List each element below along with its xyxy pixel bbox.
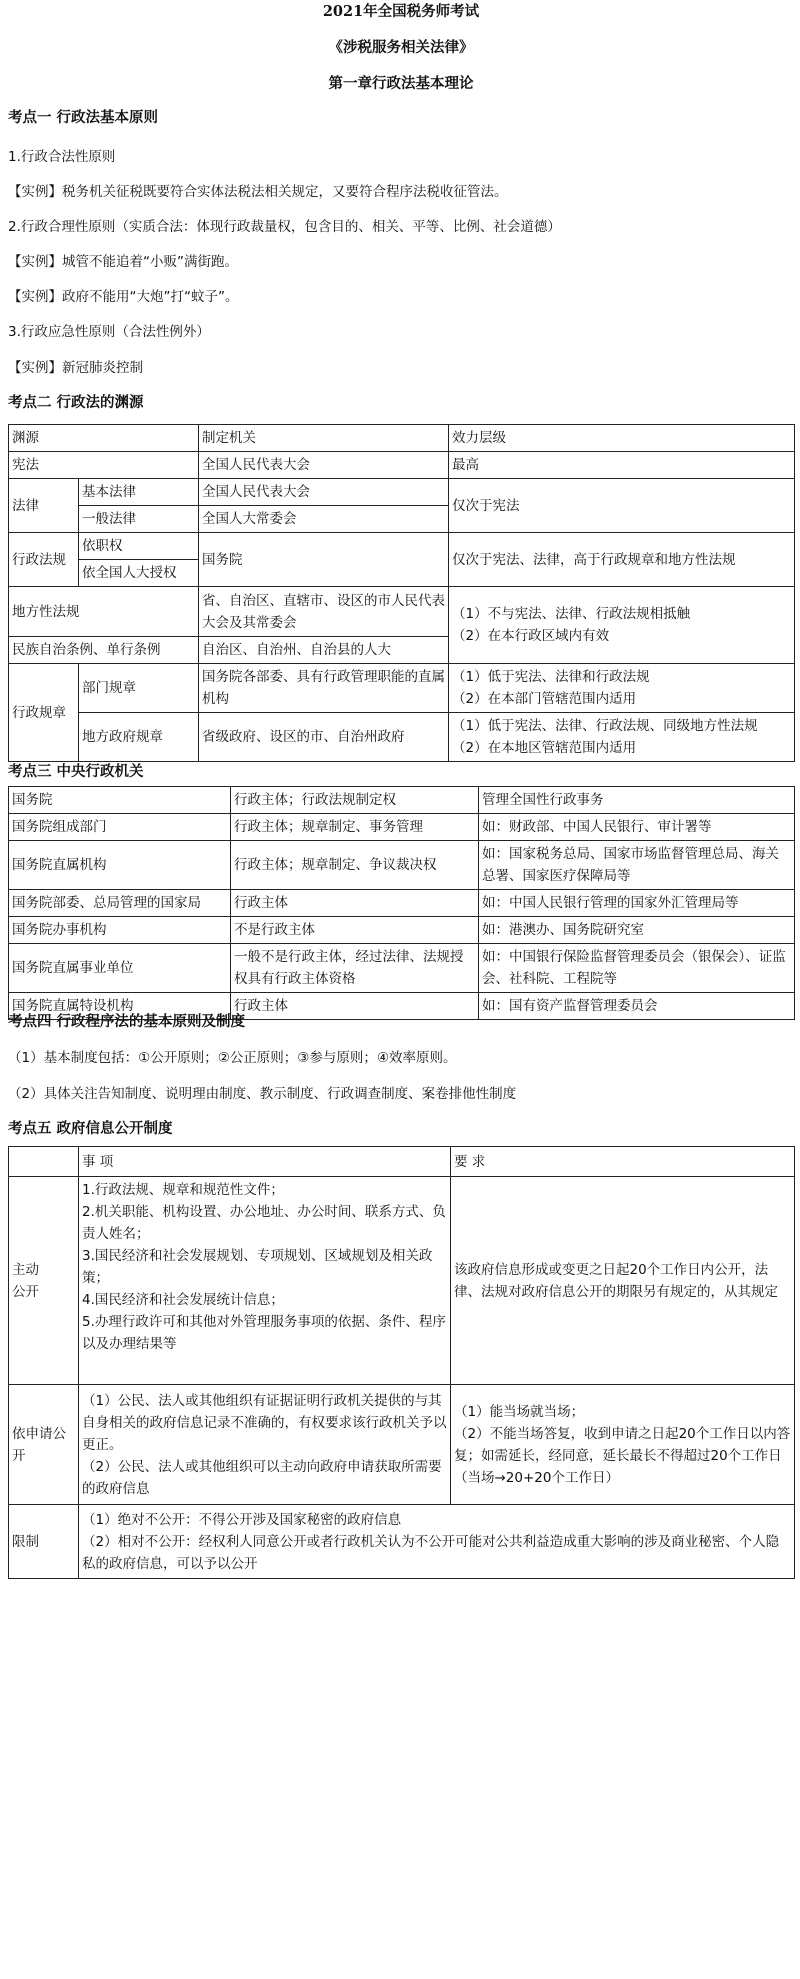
table-cell: （1）低于宪法、法律、行政法规、同级地方性法规 （2）在本地区管辖范围内适用 — [449, 713, 795, 762]
table-cell: 一般不是行政主体，经过法律、法规授权具有行政主体资格 — [231, 944, 479, 993]
s1-example: 【实例】城管不能追着“小贩”满街跑。 — [8, 254, 238, 270]
s1-item: 3.行政应急性原则（合法性例外） — [8, 324, 210, 340]
table-cell: 仅次于宪法、法律，高于行政规章和地方性法规 — [449, 533, 795, 587]
section-3-heading: 考点三 中央行政机关 — [8, 763, 144, 780]
table-cell: 自治区、自治州、自治县的人大 — [199, 637, 449, 664]
table-cell: 国务院直属机构 — [9, 841, 231, 890]
s4-item: （2）具体关注告知制度、说明理由制度、教示制度、行政调查制度、案卷排他性制度 — [8, 1086, 517, 1102]
sources-table — [8, 424, 795, 762]
table-cell: 最高 — [449, 452, 795, 479]
table-row — [9, 841, 795, 890]
section-1-heading: 考点一 行政法基本原则 — [8, 109, 159, 126]
table-row — [9, 479, 795, 506]
s4-item: （1）基本制度包括：①公开原则；②公正原则；③参与原则；④效率原则。 — [8, 1050, 457, 1066]
table-row — [9, 533, 795, 560]
table-cell: 省级政府、设区的市、自治州政府 — [199, 713, 449, 762]
table-row — [9, 587, 795, 637]
header-cell: 渊源 — [9, 425, 199, 452]
header-cell: 制定机关 — [199, 425, 449, 452]
table-cell: 地方性法规 — [9, 587, 199, 637]
table-cell: 国务院 — [9, 787, 231, 814]
table-row — [9, 890, 795, 917]
s1-example: 【实例】新冠肺炎控制 — [8, 360, 143, 376]
chapter-title: 第一章行政法基本理论 — [328, 75, 474, 92]
table-cell: 法律 — [9, 479, 79, 533]
table-cell: 行政主体；行政法规制定权 — [231, 787, 479, 814]
table-row — [9, 713, 795, 762]
table-row — [9, 425, 795, 452]
table-cell: 国务院直属事业单位 — [9, 944, 231, 993]
table-cell: 全国人民代表大会 — [199, 452, 449, 479]
table-cell: （1）低于宪法、法律和行政法规 （2）在本部门管辖范围内适用 — [449, 664, 795, 713]
table-row — [9, 452, 795, 479]
table-cell: 行政规章 — [9, 664, 79, 762]
table-cell: 主动 公开 — [9, 1177, 79, 1385]
table-cell: 国务院各部委、具有行政管理职能的直属机构 — [199, 664, 449, 713]
table-cell: 如：中国人民银行管理的国家外汇管理局等 — [479, 890, 795, 917]
table-cell: 民族自治条例、单行条例 — [9, 637, 199, 664]
table-cell: 1.行政法规、规章和规范性文件； 2.机关职能、机构设置、办公地址、办公时间、联系方式、负责人姓名； 3.国民经济和社会发展规划、专项规划、区域规划及相关政策； 4.国民经济和社会发展统计信息； 5.办理行政许可和其他对外管理服务事项的依据、条件、程序以及办理结果等 — [79, 1177, 451, 1385]
table-cell: （1）绝对不公开：不得公开涉及国家秘密的政府信息 （2）相对不公开：经权利人同意公开或者行政机关认为不公开可能对公共利益造成重大影响的涉及商业秘密、个人隐私的政府信息，可以予以公开 — [79, 1505, 795, 1579]
table-row — [9, 664, 795, 713]
table-cell: 国务院办事机构 — [9, 917, 231, 944]
table-cell: 基本法律 — [79, 479, 199, 506]
table-row — [9, 1505, 795, 1579]
table-cell: 行政主体 — [231, 890, 479, 917]
table-cell: 全国人民代表大会 — [199, 479, 449, 506]
table-cell: 限制 — [9, 1505, 79, 1579]
table-cell: 全国人大常委会 — [199, 506, 449, 533]
header-cell: 要 求 — [451, 1147, 795, 1177]
table-row — [9, 787, 795, 814]
table-row — [9, 814, 795, 841]
table-cell: 省、自治区、直辖市、设区的市人民代表大会及其常委会 — [199, 587, 449, 637]
table-cell: 国务院直属特设机构 — [9, 993, 231, 1020]
table-cell: （1）能当场就当场； （2）不能当场答复，收到申请之日起20个工作日以内答复；如需延长，经同意，延长最长不得超过20个工作日 （当场→20+20个工作日） — [451, 1385, 795, 1505]
doc-title: 2021年全国税务师考试 — [322, 3, 480, 20]
table-cell: 行政法规 — [9, 533, 79, 587]
s1-example: 【实例】税务机关征税既要符合实体法税法相关规定，又要符合程序法税收征管法。 — [8, 184, 508, 200]
table-cell: 如：中国银行保险监督管理委员会（银保会）、证监会、社科院、工程院等 — [479, 944, 795, 993]
header-cell: 效力层级 — [449, 425, 795, 452]
doc-subject: 《涉税服务相关法律》 — [328, 39, 474, 56]
table-cell: 依职权 — [79, 533, 199, 560]
header-cell: 事 项 — [79, 1147, 451, 1177]
table-cell: （1）公民、法人或其他组织有证据证明行政机关提供的与其自身相关的政府信息记录不准确的，有权要求该行政机关予以更正。 （2）公民、法人或其他组织可以主动向政府申请获取所需要的政府信息 — [79, 1385, 451, 1505]
table-cell: 一般法律 — [79, 506, 199, 533]
table-cell: 依全国人大授权 — [79, 560, 199, 587]
table-cell: 如：国有资产监督管理委员会 — [479, 993, 795, 1020]
s1-example: 【实例】政府不能用“大炮”打“蚊子”。 — [8, 289, 239, 305]
table-cell: 地方政府规章 — [79, 713, 199, 762]
section-2-heading: 考点二 行政法的渊源 — [8, 394, 144, 411]
table-row — [9, 1177, 795, 1385]
table-cell: 不是行政主体 — [231, 917, 479, 944]
table-cell: 仅次于宪法 — [449, 479, 795, 533]
table-row — [9, 944, 795, 993]
table-cell: 行政主体 — [231, 993, 479, 1020]
s1-item: 1.行政合法性原则 — [8, 149, 116, 165]
table-cell: 该政府信息形成或变更之日起20个工作日内公开，法律、法规对政府信息公开的期限另有规定的，从其规定 — [451, 1177, 795, 1385]
table-cell: 国务院部委、总局管理的国家局 — [9, 890, 231, 917]
table-row — [9, 1385, 795, 1505]
info-disclosure-table — [8, 1146, 795, 1579]
table-cell: 行政主体；规章制定、争议裁决权 — [231, 841, 479, 890]
table-row — [9, 917, 795, 944]
section-4-heading: 考点四 行政程序法的基本原则及制度 — [8, 1013, 246, 1030]
table-row — [9, 1147, 795, 1177]
table-cell: 如：财政部、中国人民银行、审计署等 — [479, 814, 795, 841]
s1-item: 2.行政合理性原则（实质合法：体现行政裁量权，包含目的、相关、平等、比例、社会道德） — [8, 219, 561, 235]
table-cell: 管理全国性行政事务 — [479, 787, 795, 814]
table-cell: 如：国家税务总局、国家市场监督管理总局、海关总署、国家医疗保障局等 — [479, 841, 795, 890]
header-cell — [9, 1147, 79, 1177]
table-cell: 国务院 — [199, 533, 449, 587]
table-cell: 国务院组成部门 — [9, 814, 231, 841]
central-organs-table — [8, 786, 795, 1020]
table-cell: 部门规章 — [79, 664, 199, 713]
table-cell: 如：港澳办、国务院研究室 — [479, 917, 795, 944]
section-5-heading: 考点五 政府信息公开制度 — [8, 1120, 173, 1137]
table-cell: （1）不与宪法、法律、行政法规相抵触 （2）在本行政区域内有效 — [449, 587, 795, 664]
table-cell: 行政主体；规章制定、事务管理 — [231, 814, 479, 841]
table-cell: 依申请公开 — [9, 1385, 79, 1505]
table-cell: 宪法 — [9, 452, 199, 479]
